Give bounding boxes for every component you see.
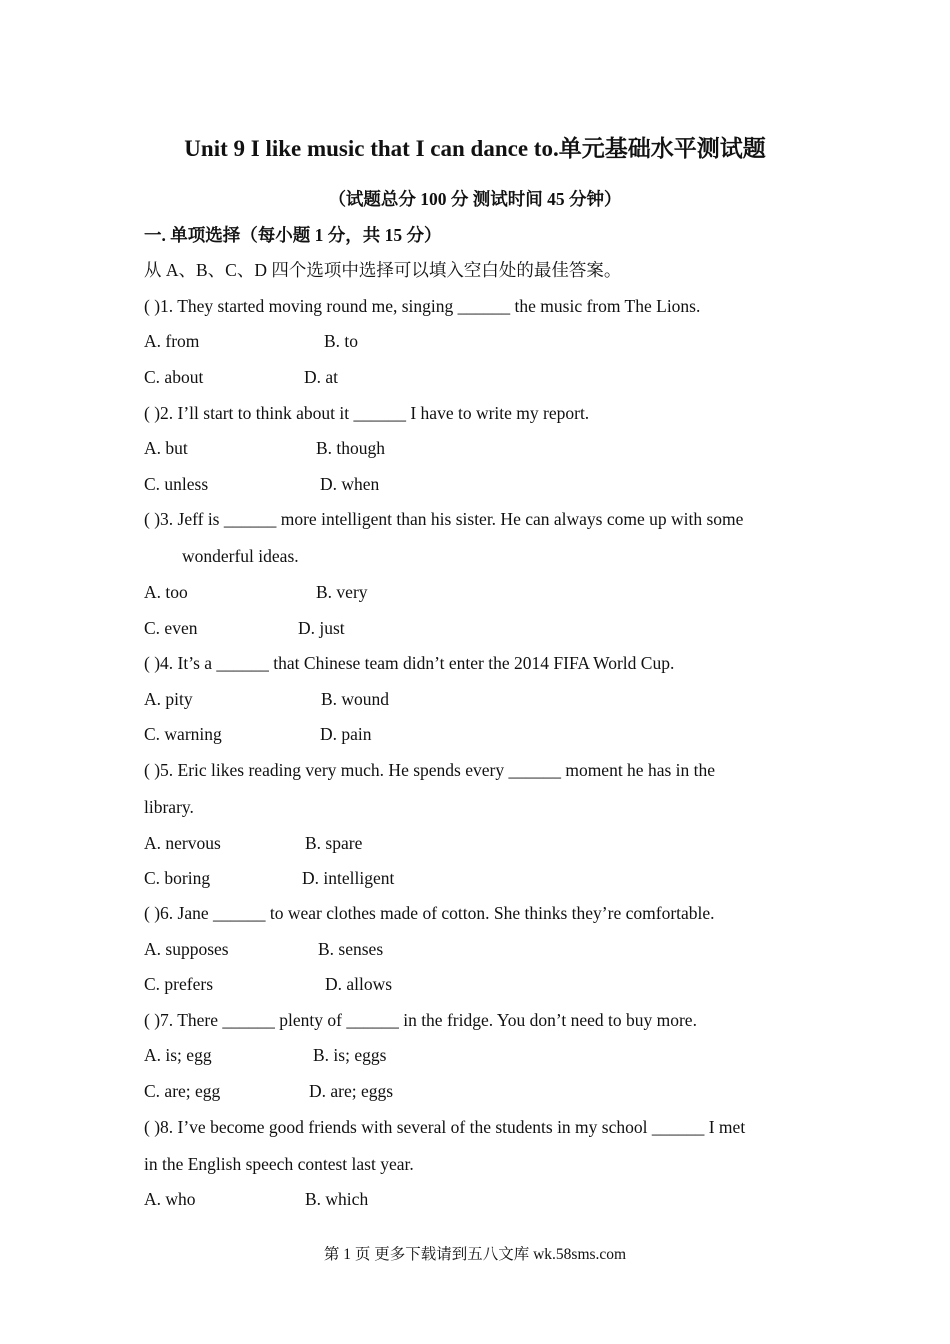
question-5-option-d: D. intelligent	[302, 868, 395, 888]
question-5-stem: ( )5. Eric likes reading very much. He spends every ______ moment he has in the	[144, 760, 716, 780]
question-5-option-a: A. nervous	[144, 833, 221, 853]
question-7-stem: ( )7. There ______ plenty of ______ in the fridge. You don’t need to buy more.	[144, 1010, 697, 1030]
page-footer: 第 1 页 更多下载请到五八文库 wk.58sms.com	[323, 1246, 627, 1263]
question-6-option-c: C. prefers	[144, 974, 214, 994]
test-info: （试题总分 100 分 测试时间 45 分钟）	[328, 189, 622, 209]
question-5-option-b: B. spare	[305, 833, 363, 853]
section-instruction: 从 A、B、C、D 四个选项中选择可以填入空白处的最佳答案。	[144, 260, 622, 280]
question-5-stem-continued: library.	[144, 797, 194, 817]
question-8-option-b: B. which	[305, 1189, 369, 1209]
question-6-option-a: A. supposes	[144, 939, 229, 959]
question-7-option-c: C. are; egg	[144, 1081, 221, 1101]
question-6-option-d: D. allows	[325, 974, 393, 994]
question-1-option-d: D. at	[304, 367, 339, 387]
question-2-option-a: A. but	[144, 438, 188, 458]
question-8-option-a: A. who	[144, 1189, 196, 1209]
question-5-option-c: C. boring	[144, 868, 211, 888]
question-1-stem: ( )1. They started moving round me, singing ______ the music from The Lions.	[144, 296, 701, 316]
question-8-stem-continued: in the English speech contest last year.	[144, 1154, 414, 1174]
question-2-option-c: C. unless	[144, 474, 209, 494]
question-4-stem: ( )4. It’s a ______ that Chinese team didn’t enter the 2014 FIFA World Cup.	[144, 653, 675, 673]
question-8-stem: ( )8. I’ve become good friends with several of the students in my school ______ I met	[144, 1117, 746, 1137]
question-7-option-a: A. is; egg	[144, 1045, 212, 1065]
question-4-option-d: D. pain	[320, 724, 372, 744]
question-3-option-c: C. even	[144, 618, 198, 638]
question-3-stem: ( )3. Jeff is ______ more intelligent than his sister. He can always come up with some	[144, 509, 744, 529]
document-title: Unit 9 I like music that I can dance to.单元基础水平测试题	[184, 136, 766, 161]
question-2-option-b: B. though	[316, 438, 386, 458]
question-4-option-c: C. warning	[144, 724, 222, 744]
section-heading: 一. 单项选择（每小题 1 分，共 15 分）	[144, 225, 442, 245]
question-1-option-c: C. about	[144, 367, 204, 387]
question-3-option-a: A. too	[144, 582, 188, 602]
question-2-option-d: D. when	[320, 474, 380, 494]
question-1-option-a: A. from	[144, 331, 200, 351]
question-4-option-a: A. pity	[144, 689, 193, 709]
question-4-option-b: B. wound	[321, 689, 390, 709]
question-3-stem-continued: wonderful ideas.	[182, 546, 299, 566]
question-6-option-b: B. senses	[318, 939, 384, 959]
question-3-option-b: B. very	[316, 582, 368, 602]
question-2-stem: ( )2. I’ll start to think about it ______ I have to write my report.	[144, 403, 590, 423]
question-1-option-b: B. to	[324, 331, 359, 351]
question-3-option-d: D. just	[298, 618, 345, 638]
question-7-option-d: D. are; eggs	[309, 1081, 394, 1101]
question-7-option-b: B. is; eggs	[313, 1045, 387, 1065]
question-6-stem: ( )6. Jane ______ to wear clothes made of cotton. She thinks they’re comfortable.	[144, 903, 715, 923]
